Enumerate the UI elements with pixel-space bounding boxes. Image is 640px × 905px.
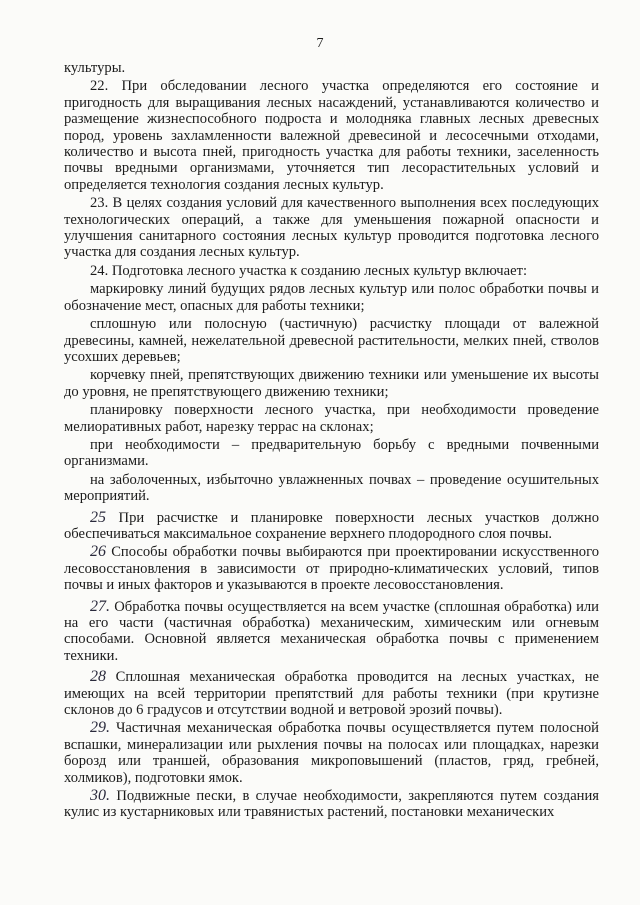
paragraph-27 bbox=[64, 599, 599, 665]
list-item-stump-removal bbox=[64, 367, 599, 400]
paragraph-text: Обработка почвы осуществляется на всем участке (сплошная обработка) или на его части (частичная обработка) механическим, химическим или огневым способами. Основной является механическая обработка почвы с применением техники. bbox=[64, 598, 599, 664]
paragraph-text: При расчистке и планировке поверхности лесных участков должно обеспечиваться максимальное сохранение верхнего плодородного слоя почвы. bbox=[64, 509, 599, 542]
list-item-pest-control bbox=[64, 437, 599, 470]
handwritten-number: 30. bbox=[90, 787, 110, 805]
paragraph-29 bbox=[64, 720, 599, 786]
handwritten-number: 27. bbox=[90, 597, 110, 615]
paragraph-23 bbox=[64, 195, 599, 261]
page-number: 7 bbox=[316, 36, 324, 51]
paragraph-24 bbox=[64, 263, 599, 279]
paragraph-30 bbox=[64, 788, 599, 821]
paragraph-25 bbox=[64, 510, 599, 543]
paragraph-22 bbox=[64, 78, 599, 193]
document-body bbox=[64, 60, 599, 823]
paragraph-text: корчевку пней, препятствующих движению техники или уменьшение их высоты до уровня, не препятствующего движению техники; bbox=[64, 367, 599, 400]
paragraph-text: маркировку линий будущих рядов лесных культур или полос обработки почвы и обозначение мест, опасных для работы техники; bbox=[64, 281, 599, 314]
paragraph-continuation bbox=[64, 60, 599, 76]
list-item-marking bbox=[64, 281, 599, 314]
list-item-levelling bbox=[64, 402, 599, 435]
paragraph-26 bbox=[64, 544, 599, 593]
paragraph-text: сплошную или полосную (частичную) расчистку площади от валежной древесины, камней, нежелательной древесной растительности, мелких пней, стволов усохших деревьев; bbox=[64, 316, 599, 365]
paragraph-text: 24. Подготовка лесного участка к созданию лесных культур включает: bbox=[90, 262, 527, 279]
paragraph-text: планировку поверхности лесного участка, при необходимости проведение мелиоративных работ, нарезку террас на склонах; bbox=[64, 402, 599, 435]
handwritten-number: 29. bbox=[90, 719, 110, 737]
list-item-clearing bbox=[64, 316, 599, 365]
paragraph-text: на заболоченных, избыточно увлажненных почвах – проведение осушительных мероприятий. bbox=[64, 471, 599, 505]
paragraph-28 bbox=[64, 669, 599, 718]
paragraph-text: 23. В целях создания условий для качественного выполнения всех последующих технологических операций, а также для уменьшения пожарной опасности и улучшения санитарного состояния лесных культур проводится подготовка лесного участка для создания лесных культур. bbox=[64, 195, 599, 261]
list-item-drainage bbox=[64, 472, 599, 505]
paragraph-text: культуры. bbox=[64, 60, 126, 76]
paragraph-text: Подвижные пески, в случае необходимости, закрепляются путем создания кулис из кустарниковых или травянистых растений, постановки механических bbox=[64, 788, 600, 821]
paragraph-text: Сплошная механическая обработка проводится на лесных участках, не имеющих на всей территории препятствий для работы техники (при крутизне склонов до 6 градусов и отсутствии водной и ветровой эрозий почвы). bbox=[64, 669, 599, 719]
handwritten-number: 26 bbox=[90, 543, 106, 561]
paragraph-text: Способы обработки почвы выбираются при проектировании искусственного лесовосстановления в зависимости от природно-климатических условий, типов почвы и иных факторов и указываются в проекте лесовосстановления. bbox=[64, 544, 599, 594]
paragraph-text: 22. При обследовании лесного участка определяются его состояние и пригодность для выращивания лесных насаждений, устанавливаются количество и размещение жизнеспособного подроста и молодняка главных лесных древесных пород, уровень захламленности валежной древесиной и лесосечными отходами, количество и высота пней, пригодность участка для работы техники, заселенность почвы вредными организмами, уточняется тип лесорастительных условий и определяется технология создания лесных культур. bbox=[64, 78, 599, 193]
handwritten-number: 28 bbox=[90, 668, 106, 686]
paragraph-text: при необходимости – предварительную борьбу с вредными почвенными организмами. bbox=[64, 436, 599, 470]
handwritten-number: 25 bbox=[90, 508, 106, 526]
paragraph-text: Частичная механическая обработка почвы осуществляется путем полосной вспашки, минерализации или рыхления почвы на полосах или площадках, нарезки борозд или траншей, образования микроповышений (пластов, гряд, гребней, холмиков), подготовки ямок. bbox=[64, 720, 599, 786]
